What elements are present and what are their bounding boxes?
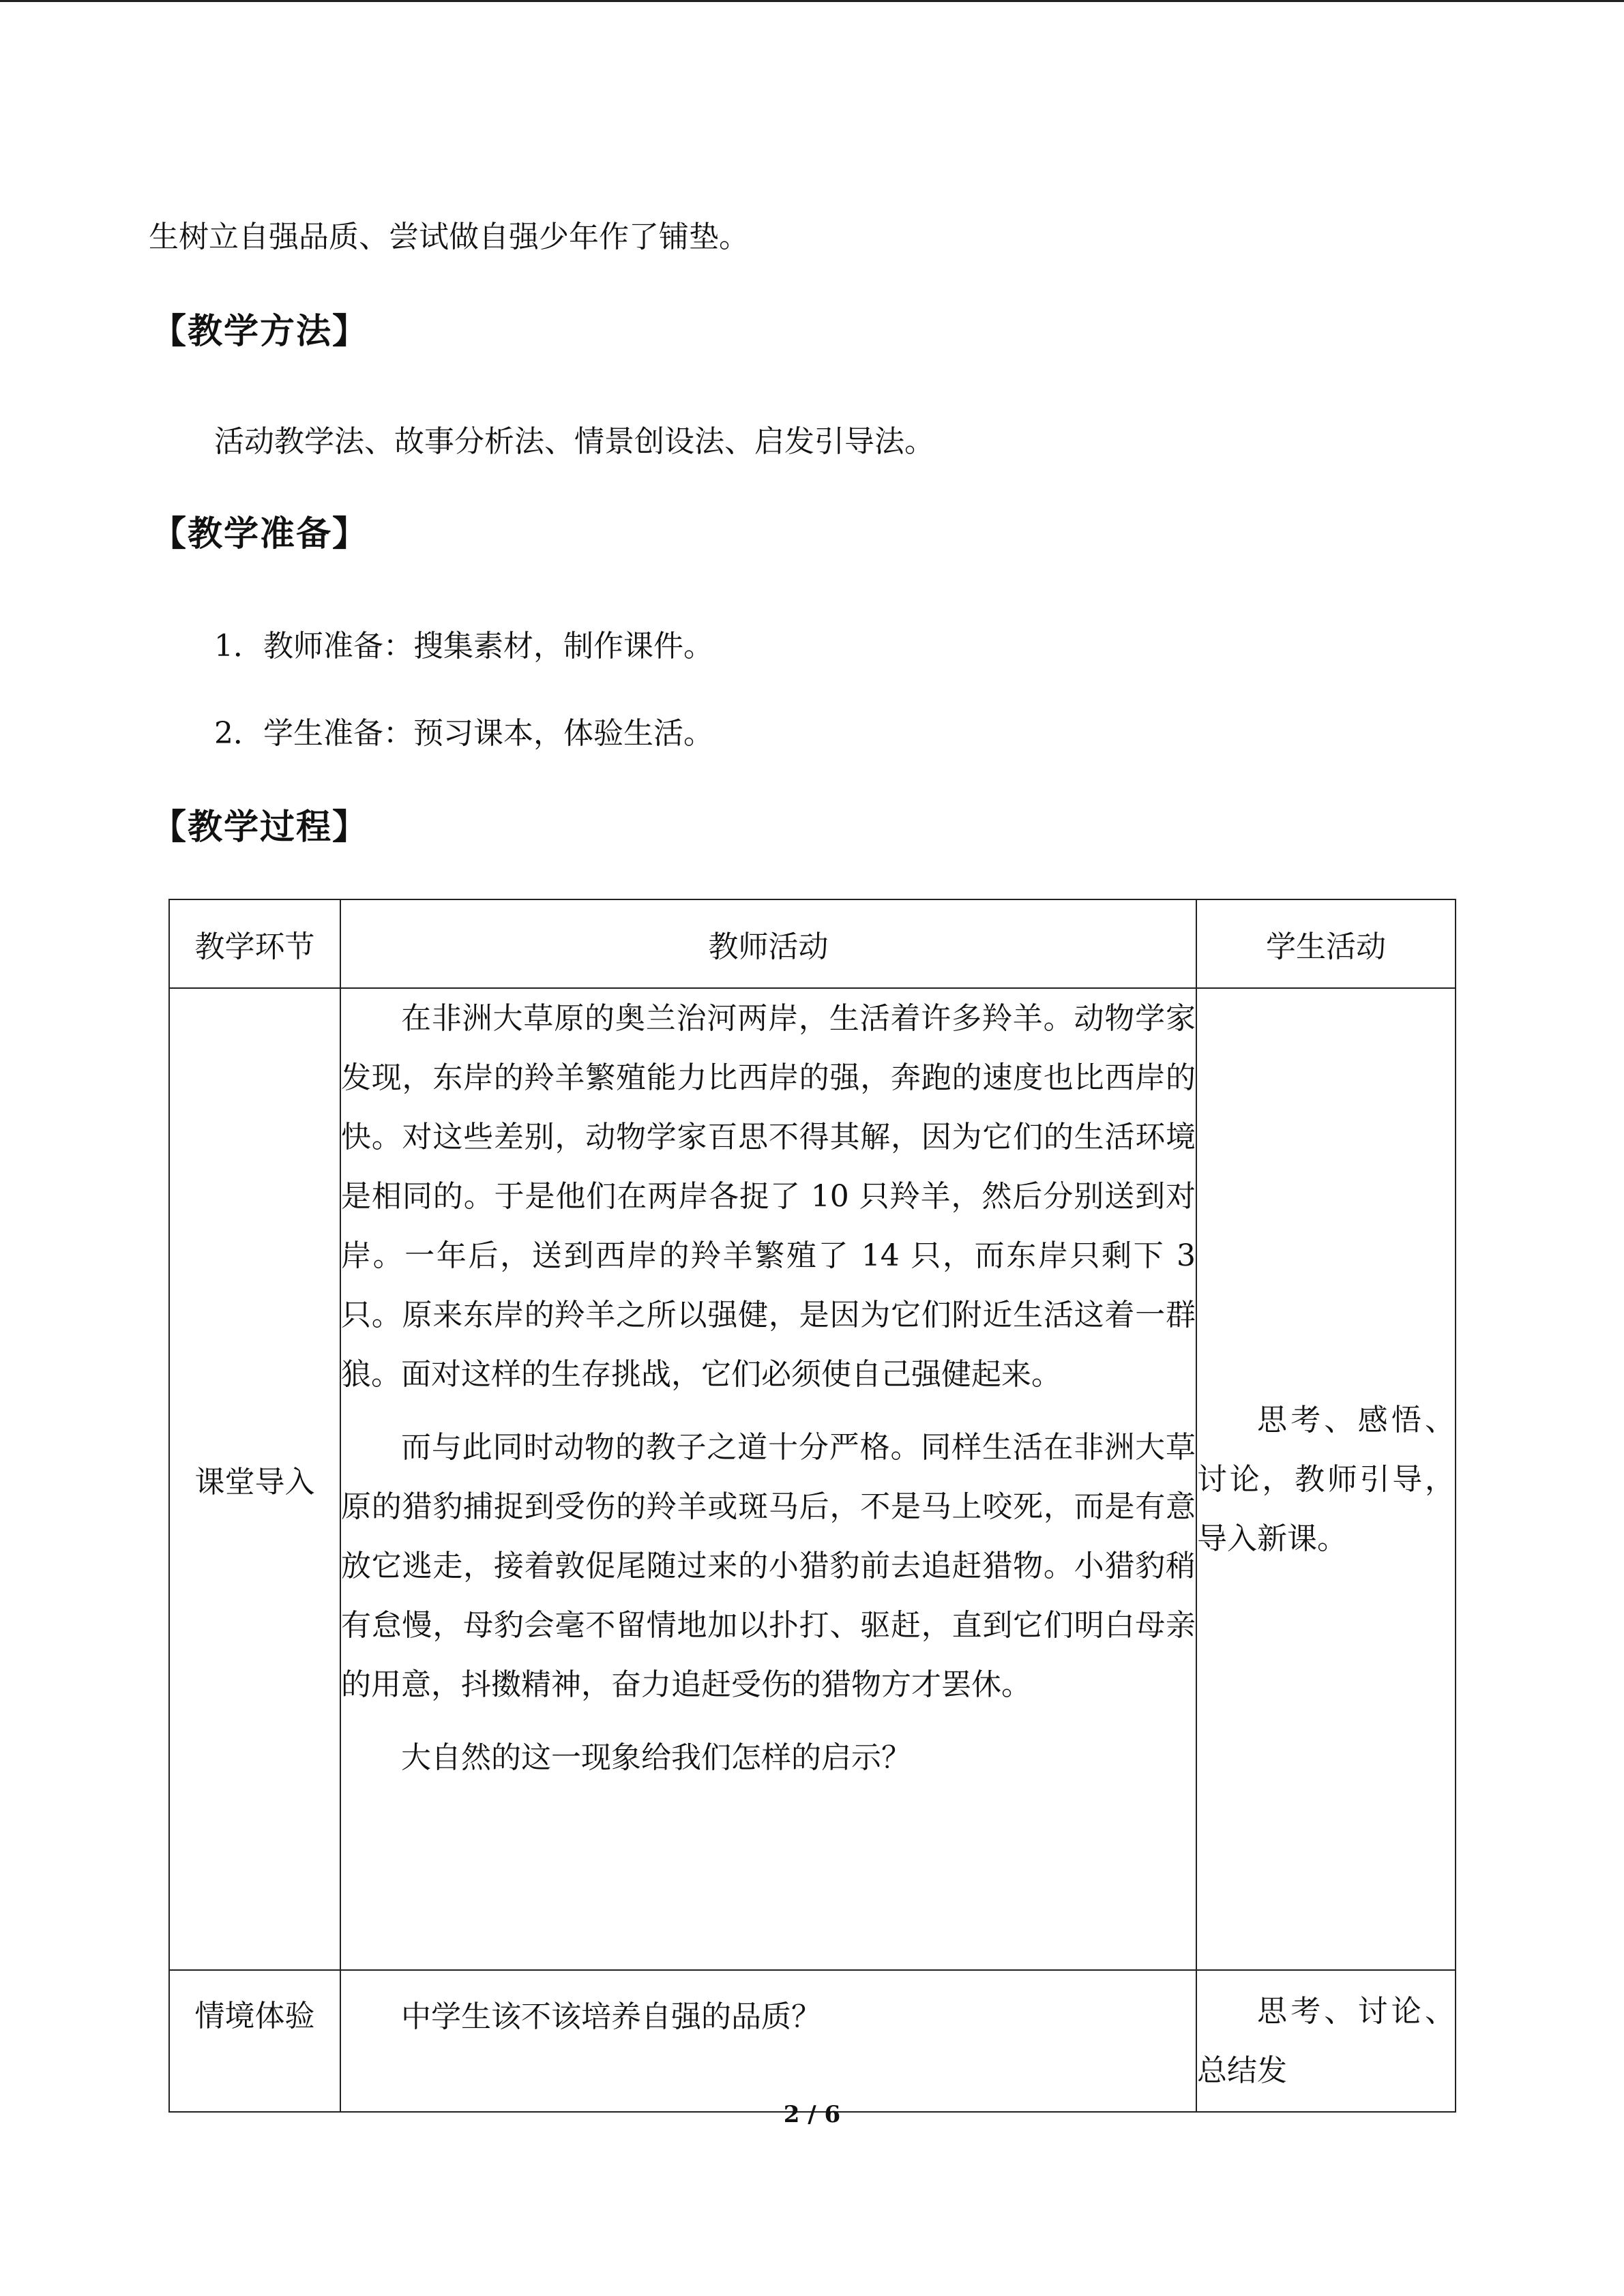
teacher-activity-cell (340, 1970, 1196, 2112)
teacher-paragraph: 在非洲大草原的奥兰治河两岸，生活着许多羚羊。动物学家发现，东岸的羚羊繁殖能力比西岸的强，奔跑的速度也比西岸的快。对这些差别，动物学家百思不得其解，因为它们的生活环境是相同的。于是他们在两岸各捉了 10 只羚羊，然后分别送到对岸。一年后，送到西岸的羚羊繁殖了 14 只，而东岸只剩下 3 只。原来东岸的羚羊之所以强健，是因为它们附近生活这着一群狼。面对这样的生存挑战，它们必须使自己强健起来。 (341, 1001, 1196, 1392)
page-number: 2 / 6 (783, 2101, 841, 2128)
teacher-activity-cell (340, 988, 1196, 1970)
header-stage: 教学环节 (169, 899, 340, 988)
stage-cell: 情境体验 (169, 1970, 340, 2112)
preparation-item: 1．教师准备：搜集素材，制作课件。 (214, 629, 713, 664)
header-student-activity: 学生活动 (1196, 899, 1456, 988)
table-row (169, 988, 1456, 1970)
teacher-paragraph: 大自然的这一现象给我们怎样的启示？ (401, 1740, 911, 1775)
preparation-item: 2．学生准备：预习课本，体验生活。 (214, 716, 713, 751)
table-row (169, 1970, 1456, 2112)
header-teacher-activity: 教师活动 (340, 899, 1196, 988)
methods-heading: 【教学方法】 (151, 311, 369, 352)
stage-cell: 课堂导入 (169, 988, 340, 1970)
methods-text: 活动教学法、故事分析法、情景创设法、启发引导法。 (214, 424, 934, 459)
intro-tail-text: 生树立自强品质、尝试做自强少年作了铺垫。 (149, 220, 749, 254)
student-activity-text: 思考、讨论、总结发 (1197, 1994, 1455, 2088)
teacher-paragraph: 中学生该不该培养自强的品质？ (401, 1999, 821, 2034)
process-heading: 【教学过程】 (151, 807, 369, 848)
student-activity-text: 思考、感悟、讨论，教师引导，导入新课。 (1197, 1402, 1455, 1556)
teaching-process-table (168, 899, 1456, 2113)
preparation-heading: 【教学准备】 (151, 513, 369, 554)
table-header-row (169, 899, 1456, 988)
student-activity-cell (1196, 1970, 1456, 2112)
student-activity-cell (1196, 988, 1456, 1970)
top-border (0, 0, 1624, 2)
teacher-paragraph: 而与此同时动物的教子之道十分严格。同样生活在非洲大草原的猎豹捕捉到受伤的羚羊或斑马后，不是马上咬死，而是有意放它逃走，接着敦促尾随过来的小猎豹前去追赶猎物。小猎豹稍有怠慢，母豹会毫不留情地加以扑打、驱赶，直到它们明白母亲的用意，抖擞精神，奋力追赶受伤的猎物方才罢休。 (341, 1430, 1196, 1702)
